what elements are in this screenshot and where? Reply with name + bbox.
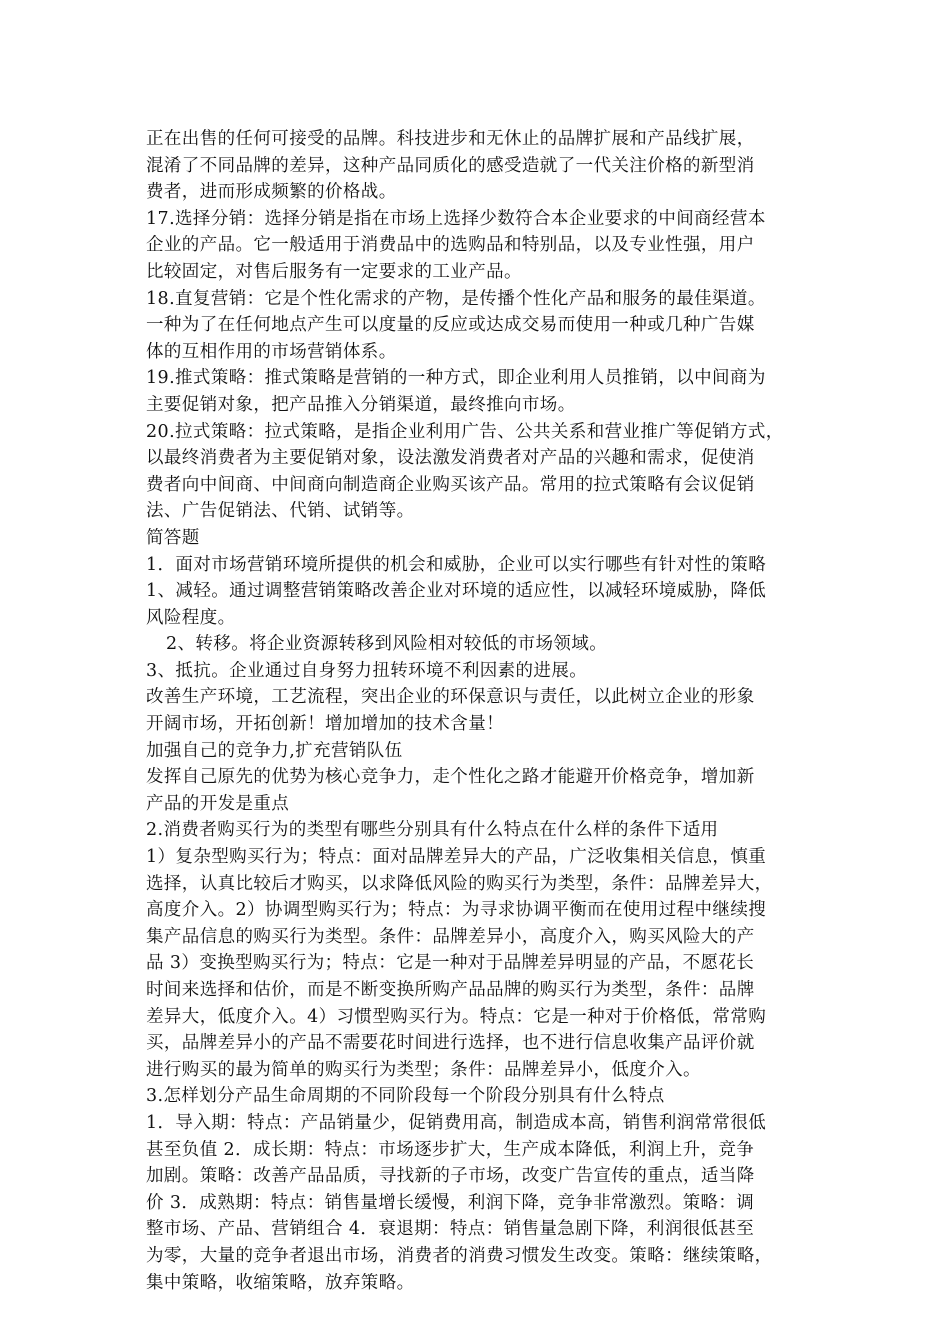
text-line: 价 3．成熟期：特点：销售量增长缓慢，利润下降，竞争非常激烈。策略：调: [146, 1192, 755, 1213]
text-line: 2、转移。将企业资源转移到风险相对较低的市场领域。: [166, 634, 608, 655]
text-line: 集中策略，收缩策略，放弃策略。: [146, 1272, 415, 1293]
text-line: 产品的开发是重点: [146, 793, 290, 814]
text-line: 甚至负值 2．成长期：特点：市场逐步扩大，生产成本降低，利润上升，竞争: [146, 1139, 755, 1160]
text-line: 加强自己的竞争力,扩充营销队伍: [146, 740, 403, 761]
text-line: 1、减轻。通过调整营销策略改善企业对环境的适应性，以减轻环境威胁，降低: [146, 581, 767, 602]
text-line: 买，品牌差异小的产品不需要花时间进行选择，也不进行信息收集产品评价就: [146, 1033, 755, 1054]
text-line: 2.消费者购买行为的类型有哪些分别具有什么特点在什么样的条件下适用: [146, 820, 719, 841]
text-line: 简答题: [146, 527, 200, 548]
text-line: 比较固定，对售后服务有一定要求的工业产品。: [146, 261, 522, 282]
text-line: 19.推式策略：推式策略是营销的一种方式，即企业利用人员推销，以中间商为: [146, 368, 766, 389]
text-line: 时间来选择和估价，而是不断变换所购产品品牌的购买行为类型，条件：品牌: [146, 980, 755, 1000]
text-line: 差异大，低度介入。4）习惯型购买行为。特点：它是一种对于价格低，常常购: [146, 1006, 767, 1027]
text-line: 风险程度。: [146, 607, 236, 628]
text-line: 18.直复营销：它是个性化需求的产物，是传播个性化产品和服务的最佳渠道。: [146, 288, 766, 309]
text-line: 加剧。策略：改善产品品质，寻找新的子市场，改变广告宣传的重点，适当降: [146, 1166, 755, 1187]
text-line: 20.拉式策略：拉式策略，是指企业利用广告、公共关系和营业推广等促销方式，: [146, 421, 784, 442]
text-line: 开阔市场，开拓创新！增加增加的技术含量！: [146, 714, 504, 735]
text-line: 企业的产品。它一般适用于消费品中的选购品和特别品，以及专业性强，用户: [146, 235, 755, 256]
text-line: 费者向中间商、中间商向制造商企业购买该产品。常用的拉式策略有会议促销: [146, 474, 755, 495]
document-body: [146, 126, 810, 1296]
text-line: 法、广告促销法、代销、试销等。: [146, 501, 415, 522]
text-line: 混淆了不同品牌的差异，这种产品同质化的感受造就了一代关注价格的新型消: [146, 155, 755, 176]
text-line: 体的互相作用的市场营销体系。: [146, 341, 397, 362]
text-line: 发挥自己原先的优势为核心竞争力，走个性化之路才能避开价格竞争，增加新: [146, 767, 755, 788]
text-line: 1．导入期：特点：产品销量少，促销费用高，制造成本高，销售利润常常很低: [146, 1112, 767, 1133]
text-line: 1）复杂型购买行为；特点：面对品牌差异大的产品，广泛收集相关信息，慎重: [146, 847, 767, 868]
text-line: 进行购买的最为简单的购买行为类型；条件：品牌差异小，低度介入。: [146, 1059, 701, 1080]
text-line: 高度介入。2）协调型购买行为；特点：为寻求协调平衡而在使用过程中继续搜: [146, 900, 767, 921]
text-line: 一种为了在任何地点产生可以度量的反应或达成交易而使用一种或几种广告媒: [146, 315, 755, 336]
text-line: 集产品信息的购买行为类型。条件：品牌差异小，高度介入，购买风险大的产: [146, 926, 755, 947]
text-line: 改善生产环境，工艺流程，突出企业的环保意识与责任，以此树立企业的形象: [146, 687, 755, 708]
text-line: 为零，大量的竞争者退出市场，消费者的消费习惯发生改变。策略：继续策略，: [146, 1245, 773, 1266]
text-line: 3、抵抗。企业通过自身努力扭转环境不利因素的进展。: [146, 660, 588, 681]
text-line: 以最终消费者为主要促销对象，设法激发消费者对产品的兴趣和需求，促使消: [146, 448, 755, 469]
text-line: 整市场、产品、营销组合 4．衰退期：特点：销售量急剧下降，利润很低甚至: [146, 1219, 755, 1240]
text-line: 1．面对市场营销环境所提供的机会和威胁，企业可以实行哪些有针对性的策略: [146, 554, 767, 575]
text-line: 品 3）变换型购买行为；特点：它是一种对于品牌差异明显的产品，不愿花长: [146, 953, 755, 974]
text-line: 3.怎样划分产品生命周期的不同阶段每一个阶段分别具有什么特点: [146, 1086, 665, 1107]
text-line: 选择，认真比较后才购买，以求降低风险的购买行为类型，条件：品牌差异大，: [146, 873, 773, 894]
text-line: 正在出售的任何可接受的品牌。科技进步和无休止的品牌扩展和产品线扩展，: [146, 129, 755, 149]
text-line: 主要促销对象，把产品推入分销渠道，最终推向市场。: [146, 394, 576, 415]
text-line: 17.选择分销：选择分销是指在市场上选择少数符合本企业要求的中间商经营本: [146, 208, 766, 229]
text-line: 费者，进而形成频繁的价格战。: [146, 182, 397, 203]
